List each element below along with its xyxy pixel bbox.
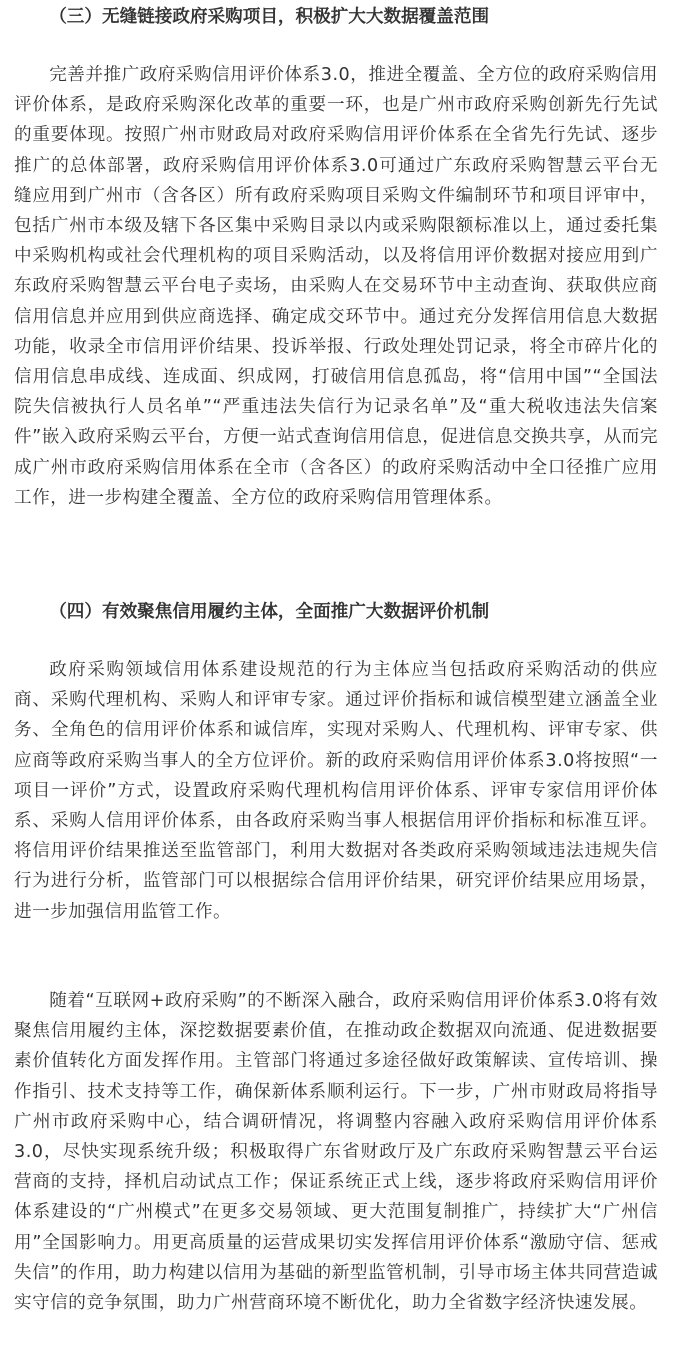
- section-4-paragraph-2: 随着“互联网+政府采购”的不断深入融合，政府采购信用评价体系3.0将有效聚焦信用履约主体，深挖数据要素价值，在推动政企数据双向流通、促进数据要素价值转化方面发挥作用。主管部门将通过多途径做好政策解读、宣传培训、操作指引、技术支持等工作，确保新体系顺利运行。下一步，广州市财政局将指导广州市政府采购中心，结合调研情况，将调整内容融入政府采购信用评价体系3.0，尽快实现系统升级；积极取得广东省财政厅及广东政府采购智慧云平台运营商的支持，择机启动试点工作；保证系统正式上线，逐步将政府采购信用评价体系建设的“广州模式”在更多交易领域、更大范围复制推广，持续扩大“广州信用”全国影响力。用更高质量的运营成果切实发挥信用评价体系“激励守信、惩戒失信”的作用，助力构建以信用为基础的新型监管机制，引导市场主体共同营造诚实守信的竞争氛围，助力广州营商环境不断优化，助力全省数字经济快速发展。: [14, 991, 658, 1314]
- section-4-paragraph-1: 政府采购领域信用体系建设规范的行为主体应当包括政府采购活动的供应商、采购代理机构、采购人和评审专家。通过评价指标和诚信模型建立涵盖全业务、全角色的信用评价体系和诚信库，实现对采购人、代理机构、评审专家、供应商等政府采购当事人的全方位评价。新的政府采购信用评价体系3.0将按照“一项目一评价”方式，设置政府采购代理机构信用评价体系、评审专家信用评价体系、采购人信用评价体系，由各政府采购当事人根据信用评价指标和标准互评。将信用评价结果推送至监管部门，利用大数据对各类政府采购领域违法违规失信行为进行分析，监管部门可以根据综合信用评价结果，研究评价结果应用场景，进一步加强信用监管工作。: [14, 660, 658, 922]
- section-heading-3: （三）无缝链接政府采购项目，积极扩大大数据覆盖范围: [49, 7, 490, 27]
- section-heading-4: （四）有效聚焦信用履约主体，全面推广大数据评价机制: [49, 602, 490, 622]
- section-3-paragraph-1: 完善并推广政府采购信用评价体系3.0，推进全覆盖、全方位的政府采购信用评价体系，是政府采购深化改革的重要一环，也是广州市政府采购创新先行先试的重要体现。按照广州市财政局对政府采购信用评价体系在全省先行先试、逐步推广的总体部署，政府采购信用评价体系3.0可通过广东政府采购智慧云平台无缝应用到广州市（含各区）所有政府采购项目采购文件编制环节和项目评审中，包括广州市本级及辖下各区集中采购目录以内或采购限额标准以上，通过委托集中采购机构或社会代理机构的项目采购活动，以及将信用评价数据对接应用到广东政府采购智慧云平台电子卖场，由采购人在交易环节中主动查询、获取供应商信用信息并应用到供应商选择、确定成交环节中。通过充分发挥信用信息大数据功能，收录全市信用评价结果、投诉举报、行政处理处罚记录，将全市碎片化的信用信息串成线、连成面、织成网，打破信用信息孤岛，将“信用中国”“全国法院失信被执行人员名单”“严重违法失信行为记录名单”及“重大税收违法失信案件”嵌入政府采购云平台，方便一站式查询信用信息，促进信息交换共享，从而完成广州市政府采购信用体系在全市（含各区）的政府采购活动中全口径推广应用工作，进一步构建全覆盖、全方位的政府采购信用管理体系。: [14, 65, 658, 508]
